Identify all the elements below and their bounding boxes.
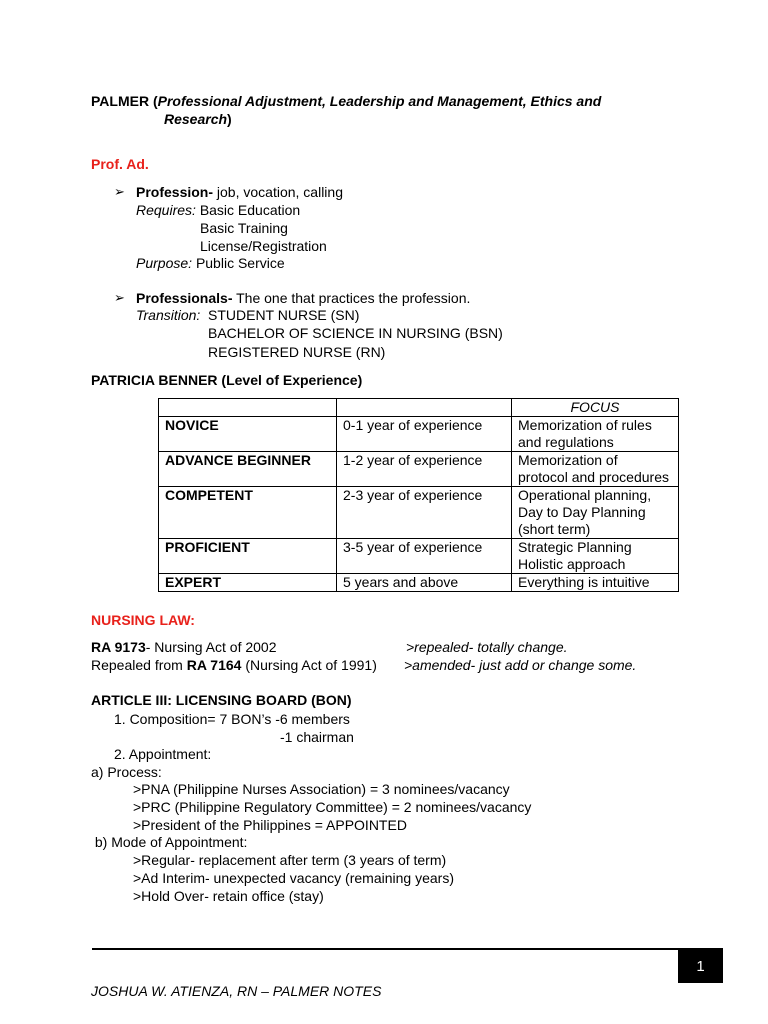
process-item: >President of the Philippines = APPOINTED [133,817,407,833]
requires-label: Requires: [136,202,196,218]
law-code: RA 7164 [186,657,242,673]
footer-divider [92,948,723,950]
profession-definition [136,183,343,201]
process-item: >PRC (Philippine Regulatory Committee) = 2 nominees/vacancy [133,799,532,815]
focus-line: Memorization of [518,452,618,468]
purpose-value: Public Service [195,255,285,271]
level-cell: PROFICIENT [159,539,337,574]
focus-line: Memorization of rules [518,417,652,433]
note-repealed: >repealed- totally change. [406,639,568,655]
level-cell: NOVICE [159,417,337,452]
focus-line: protocol and procedures [518,469,669,485]
focus-line: Day to Day Planning [518,504,646,520]
mode-item: >Ad Interim- unexpected vacancy (remaining years) [133,870,454,886]
transition-item: REGISTERED NURSE (RN) [208,344,386,360]
mode-label: b) Mode of Appointment: [91,834,248,850]
composition-line: 1. Composition= 7 BON’s -6 members [114,711,350,727]
focus-line: Operational planning, [518,487,652,503]
ra9173-line [91,638,277,656]
mode-item: >Hold Over- retain office (stay) [133,888,324,904]
document-title-line2 [164,110,232,128]
requires-item: Basic Education [199,202,301,218]
mode-item: >Regular- replacement after term (3 years of term) [133,852,447,868]
title-prefix: PALMER ( [91,93,158,109]
focus-cell [512,417,679,452]
focus-cell [512,574,679,592]
level-cell: ADVANCE BEGINNER [159,452,337,487]
benner-levels-table [158,398,679,592]
title-expansion-line2: Research [164,111,228,127]
focus-line: (short term) [518,521,591,537]
profession-term: Profession- [136,184,214,200]
focus-cell [512,539,679,574]
title-close: ) [227,111,232,127]
document-title [91,92,601,110]
bullet-arrow-icon: ➢ [114,290,125,305]
process-label: a) Process: [91,764,162,780]
section-heading-article-3: ARTICLE III: LICENSING BOARD (BON) [91,692,352,708]
process-item: >PNA (Philippine Nurses Association) = 3 nominees/vacancy [133,781,510,797]
law-text: Repealed from [91,657,187,673]
appointment-heading: 2. Appointment: [114,746,212,762]
section-heading-benner: PATRICIA BENNER (Level of Experience) [91,372,363,388]
table-row [159,539,679,574]
experience-cell: 5 years and above [337,574,512,592]
level-cell: EXPERT [159,574,337,592]
law-text: (Nursing Act of 1991) [241,657,377,673]
focus-line: and regulations [518,434,614,450]
ra7164-line [91,656,377,674]
table-row [159,574,679,592]
page-number: 1 [678,950,723,983]
profession-text: job, vocation, calling [213,184,343,200]
focus-line: Holistic approach [518,556,626,572]
bullet-arrow-icon: ➢ [114,184,125,199]
table-row [159,452,679,487]
table-header-focus: FOCUS [512,399,679,417]
law-text: - Nursing Act of 2002 [145,639,277,655]
transition-item: STUDENT NURSE (SN) [208,307,360,323]
table-header-cell [337,399,512,417]
title-expansion-line1: Professional Adjustment, Leadership and Management, Ethics and [157,93,602,109]
experience-cell: 1-2 year of experience [337,452,512,487]
requires-item: License/Registration [200,238,327,254]
purpose-label: Purpose: [136,255,193,271]
transition-item: BACHELOR OF SCIENCE IN NURSING (BSN) [208,325,503,341]
footer-author: JOSHUA W. ATIENZA, RN – PALMER NOTES [91,983,382,999]
requires-line [136,201,300,219]
level-cell: COMPETENT [159,487,337,539]
experience-cell: 2-3 year of experience [337,487,512,539]
professionals-definition [136,289,470,307]
table-header-row [159,399,679,417]
focus-cell [512,452,679,487]
note-amended: >amended- just add or change some. [404,657,637,673]
table-row [159,487,679,539]
requires-item: Basic Training [200,220,288,236]
law-code: RA 9173 [91,639,146,655]
transition-line [136,306,200,324]
focus-line: Strategic Planning [518,539,632,555]
transition-label: Transition: [136,307,201,323]
professionals-text: The one that practices the profession. [232,290,471,306]
focus-cell [512,487,679,539]
table-row [159,417,679,452]
table-header-cell [159,399,337,417]
composition-line-2: -1 chairman [280,729,354,745]
section-heading-prof-ad: Prof. Ad. [91,156,149,172]
purpose-line [136,254,285,272]
professionals-term: Professionals- [136,290,233,306]
section-heading-nursing-law: NURSING LAW: [91,612,195,628]
experience-cell: 3-5 year of experience [337,539,512,574]
experience-cell: 0-1 year of experience [337,417,512,452]
focus-line: Everything is intuitive [518,574,650,590]
